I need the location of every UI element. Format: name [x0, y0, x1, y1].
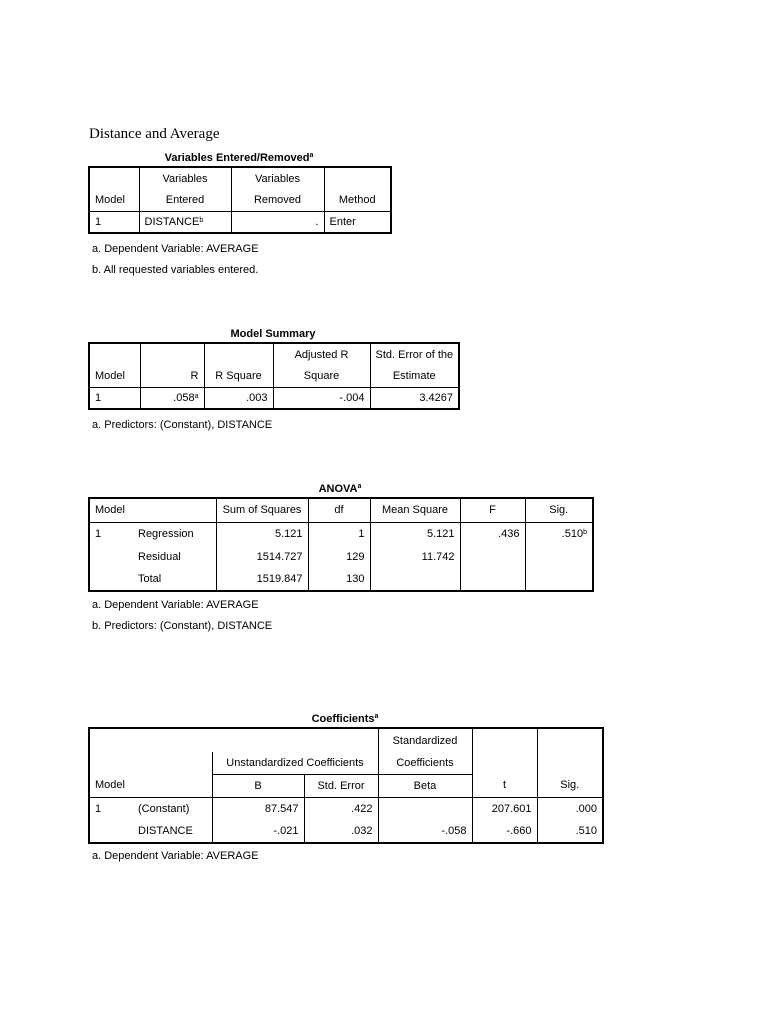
cell-mean-square: [370, 568, 460, 591]
header-model: Model: [89, 189, 139, 211]
header-model: Model: [89, 365, 140, 387]
header-r-square: R Square: [204, 365, 273, 387]
cell-model: 1: [95, 802, 102, 815]
header-b: B: [212, 774, 304, 797]
cell-source: Total: [138, 573, 162, 585]
cell-r-square: .003: [204, 387, 273, 409]
header-sum-of-squares: Sum of Squares: [216, 498, 308, 522]
cell-df: 1: [308, 522, 370, 545]
cell-sum-of-squares: 1519.847: [216, 568, 308, 591]
cell-removed: .: [231, 211, 324, 233]
cell-sig: [525, 545, 593, 568]
table-row: [89, 568, 593, 591]
table-row: [89, 211, 391, 233]
cell-r: .058$^a$: [140, 387, 204, 409]
cell-df: 130: [308, 568, 370, 591]
header-sig: Sig.: [525, 498, 593, 522]
cell-f: [460, 568, 525, 591]
table-row: [89, 522, 593, 545]
cell-sum-of-squares: 5.121: [216, 522, 308, 545]
cell-source: Residual: [138, 550, 181, 563]
header-model: Model: [89, 498, 133, 522]
cell-adjusted-r-square: -.004: [273, 387, 370, 409]
cell-std-error: .032: [304, 820, 378, 843]
header-df: df: [308, 498, 370, 522]
section-heading: Distance and Average: [89, 126, 220, 142]
cell-entered: DISTANCE$^b$: [139, 211, 231, 233]
cell-model: 1: [95, 527, 102, 540]
model-summary-title: Model Summary: [230, 328, 316, 340]
header-sig: Sig.: [537, 774, 603, 797]
coefficients-table: [88, 727, 604, 844]
header-method: Method: [324, 189, 391, 211]
table-row: [89, 387, 459, 409]
header-mean-square: Mean Square: [370, 498, 460, 522]
cell-source: Regression: [138, 527, 194, 540]
header-variables-entered: Variables: [139, 167, 231, 189]
header-model: Model: [89, 774, 133, 797]
header-r: R: [140, 365, 204, 387]
header-unstandardized-coefficients: Unstandardized Coefficients: [212, 752, 378, 774]
header-coefficients: Coefficients: [378, 752, 472, 774]
header-removed: Removed: [231, 189, 324, 211]
header-f: F: [460, 498, 525, 522]
cell-sum-of-squares: 1514.727: [216, 545, 308, 568]
cell-predictor: DISTANCE: [138, 825, 193, 837]
cell-beta: [378, 797, 472, 820]
cell-df: 129: [308, 545, 370, 568]
header-estimate: Estimate: [370, 365, 459, 387]
header-adjusted-r: Adjusted R: [273, 343, 370, 365]
anova-table: [88, 497, 594, 592]
cell-t: 207.601: [472, 797, 537, 820]
header-std-error: Std. Error of the: [370, 343, 459, 365]
cell-b: 87.547: [212, 797, 304, 820]
anova-title: ANOVA$^a$: [318, 483, 362, 495]
variables-table-title: Variables Entered/Removed$^a$: [164, 152, 314, 164]
header-t: t: [472, 774, 537, 797]
cell-sig: .510: [537, 820, 603, 843]
cell-beta: -.058: [378, 820, 472, 843]
cell-method: Enter: [324, 211, 391, 233]
variables-entered-removed-table: [88, 166, 392, 234]
cell-sig: .000: [537, 797, 603, 820]
footnote-a: a. Dependent Variable: AVERAGE: [92, 850, 259, 862]
cell-model: 1: [95, 215, 102, 228]
cell-mean-square: 5.121: [370, 522, 460, 545]
header-std-error: Std. Error: [304, 774, 378, 797]
cell-predictor: (Constant): [138, 802, 190, 815]
table-row: [89, 545, 593, 568]
header-beta: Beta: [378, 774, 472, 797]
cell-mean-square: 11.742: [370, 545, 460, 568]
cell-model: 1: [95, 391, 102, 404]
footnote-a: a. Predictors: (Constant), DISTANCE: [92, 419, 273, 431]
coefficients-title: Coefficients$^a$: [311, 713, 379, 725]
cell-sig: [525, 568, 593, 591]
footnote-a: a. Dependent Variable: AVERAGE: [92, 243, 259, 255]
header-standardized: Standardized: [378, 728, 472, 752]
footnote-b: b. Predictors: (Constant), DISTANCE: [92, 620, 273, 632]
model-summary-table: [88, 342, 460, 410]
cell-std-error: 3.4267: [370, 387, 459, 409]
cell-t: -.660: [472, 820, 537, 843]
table-row: [89, 797, 603, 820]
table-row: [89, 820, 603, 843]
header-square: Square: [273, 365, 370, 387]
footnote-b: b. All requested variables entered.: [92, 264, 259, 276]
cell-std-error: .422: [304, 797, 378, 820]
header-variables-removed: Variables: [231, 167, 324, 189]
cell-sig: .510$^b$: [525, 522, 593, 545]
cell-f: [460, 545, 525, 568]
header-entered: Entered: [139, 189, 231, 211]
cell-b: -.021: [212, 820, 304, 843]
cell-f: .436: [460, 522, 525, 545]
footnote-a: a. Dependent Variable: AVERAGE: [92, 599, 259, 611]
